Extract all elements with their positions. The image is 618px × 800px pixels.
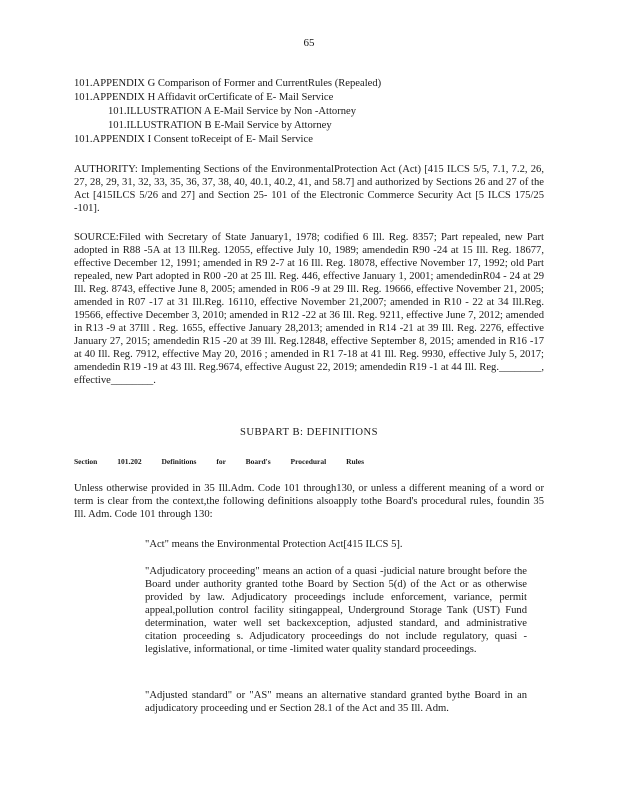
toc-entry-illustration-b: 101.ILLUSTRATION B E-Mail Service by Attorney <box>108 120 332 131</box>
toc-entry-appendix-g: 101.APPENDIX G Comparison of Former and CurrentRules (Repealed) <box>74 78 382 89</box>
intro-paragraph: Unless otherwise provided in 35 Ill.Adm. Code 101 through130, or unless a different meaning of a word or term is clear from the context,the following definitions alsoapply tothe Board's procedural rules, foundin 35 Ill. Adm. Code 101 through 130: <box>74 483 544 520</box>
table-of-contents <box>74 77 544 147</box>
definition-adjudicatory-proceeding: "Adjudicatory proceeding" means an action of a quasi -judicial nature brought before the Board under authority granted tothe Board by Section 5(d) of the Act or as otherwise provided by law. Adjudicatory proceedings include enforcement, variance, permit appeal,pollution control facility sitingappeal, Underground Storage Tank (UST) Fund determination, water well set backexception, adjusted standard, and administrative citation proceeding s. Adjudicatory proceedings do not include regulatory, quasi -legislative, informational, or time -limited water quality standard proceedings. <box>145 566 527 655</box>
toc-entry-illustration-a: 101.ILLUSTRATION A E-Mail Service by Non -Attorney <box>108 106 357 117</box>
toc-entry-appendix-h: 101.APPENDIX H Affidavit orCertificate of E- Mail Service <box>74 92 334 103</box>
authority-paragraph: AUTHORITY: Implementing Sections of the EnvironmentalProtection Act (Act) [415 ILCS 5/5, 7.1, 7.2, 26, 27, 28, 29, 31, 32, 33, 35, 36, 37, 38, 40, 40.1, 40.2, 41, and 58.7] and authorized by Sections 26 and 27 of the Act [415ILCS 5/26 and 27] and Section 25- 101 of the Electronic Commerce Security Act [5 ILCS 175/25 -101]. <box>74 164 544 214</box>
page-number: 65 <box>303 37 315 49</box>
section-heading: Section 101.202 Definitions for Board's Procedural Rules <box>74 457 365 466</box>
toc-entry-appendix-i: 101.APPENDIX I Consent toReceipt of E- Mail Service <box>74 134 313 145</box>
definition-adjusted-standard: "Adjusted standard" or "AS" means an alternative standard granted bythe Board in an adjudicatory proceeding und er Section 28.1 of the Act and 35 Ill. Adm. <box>145 690 527 714</box>
source-paragraph: SOURCE:Filed with Secretary of State January1, 1978; codified 6 Ill. Reg. 8357; Part repealed, new Part adopted in R88 -5A at 13 Ill.Reg. 12055, effective July 10, 1989; amendedin R90 -24 at 15 Ill. Reg. 18677, effective December 12, 1991; amended in R9 2-7 at 16 Ill. Reg. 18078, effective November 17, 1992; old Part repealed, new Part adopted in R00 -20 at 25 Ill. Reg. 446, effective January 1, 2001; amendedinR04 - 24 at 29 Ill. Reg. 8743, effective June 8, 2005; amended in R06 -9 at 29 Ill. Reg. 19666, effective November 21, 2005; amended in R07 -17 at 31 Ill.Reg. 16110, effective November 21,2007; amended in R10 - 22 at 34 Ill.Reg. 19566, effective December 3, 2010; amended in R12 -22 at 36 Ill. Reg. 9211, effective June 7, 2012; amended in R13 -9 at 37Ill . Reg. 1655, effective January 28,2013; amended in R14 -21 at 39 Ill. Reg. 2276, effective January 27, 2015; amendedin R15 -20 at 39 Ill. Reg.12848, effective September 8, 2015; amended in R16 -17 at 40 Ill. Reg. 7912, effective May 20, 2016 ; amended in R1 7-18 at 41 Ill. Reg. 9930, effective July 5, 2017; amendedin R19 -19 at 43 Ill. Reg.9674, effective August 22, 2019; amendedin R19 -1 at 44 Ill. Reg.________, effective________. <box>74 232 544 386</box>
subpart-heading: SUBPART B: DEFINITIONS <box>239 427 379 438</box>
definition-act: "Act" means the Environmental Protection Act[415 ILCS 5]. <box>145 539 403 550</box>
